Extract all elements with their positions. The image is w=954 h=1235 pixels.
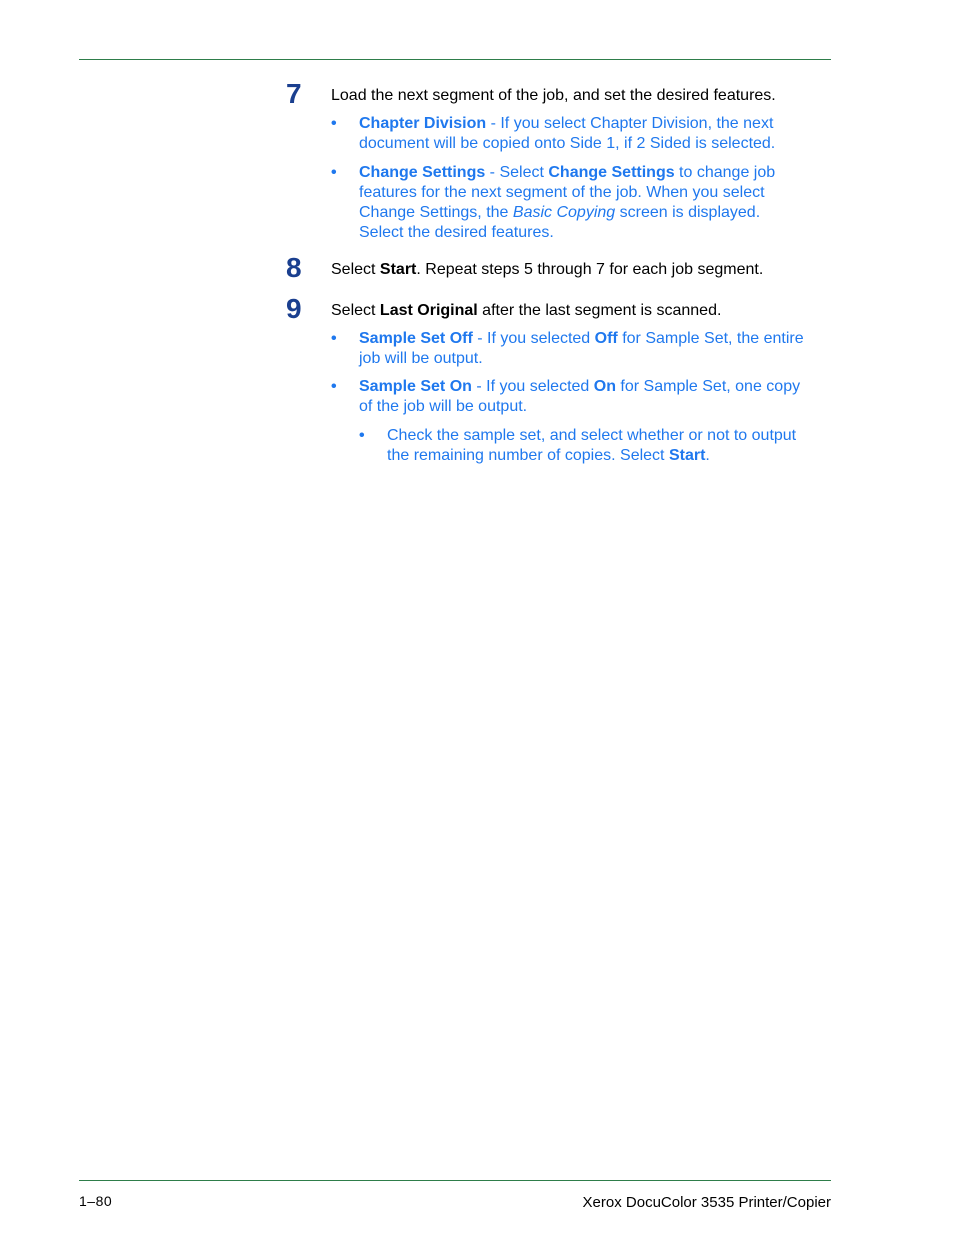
bullet-text: the remaining number of copies. Select bbox=[387, 447, 669, 464]
bullet-term: Change Settings bbox=[359, 164, 486, 181]
page-number: 1–80 bbox=[79, 1193, 113, 1209]
bullet-marker: • bbox=[331, 330, 337, 347]
bullet-text: document will be copied onto Side 1, if 2 Sided is selected. bbox=[359, 135, 776, 152]
step-number-8: 8 bbox=[286, 252, 302, 283]
step-8-text bbox=[331, 260, 831, 280]
footer-rule bbox=[79, 1180, 831, 1181]
bullet-text: Change Settings, the bbox=[359, 204, 513, 221]
step-text-part: Select bbox=[331, 302, 380, 319]
bullet-text: . bbox=[705, 447, 710, 464]
step-text-part: . Repeat steps 5 through 7 for each job segment. bbox=[416, 261, 764, 278]
bullet-text: - If you selected bbox=[472, 330, 595, 347]
step-number-9: 9 bbox=[286, 293, 302, 324]
bullet-marker: • bbox=[331, 378, 337, 395]
bullet-text: - If you selected bbox=[471, 378, 594, 395]
product-name: Xerox DocuColor 3535 Printer/Copier bbox=[582, 1194, 831, 1211]
bullet-bold: Start bbox=[668, 447, 706, 464]
bullet-italic: Basic Copying bbox=[512, 204, 616, 221]
step-text-bold: Last Original bbox=[379, 302, 478, 319]
header-rule bbox=[79, 59, 831, 60]
bullet-text: features for the next segment of the job. When you select bbox=[359, 184, 765, 201]
bullet-term: Chapter Division bbox=[359, 115, 487, 132]
bullet-text: of the job will be output. bbox=[359, 398, 528, 415]
step-text-part: after the last segment is scanned. bbox=[477, 302, 722, 319]
bullet-text: for Sample Set, one copy bbox=[615, 378, 801, 395]
bullet-text: - If you select Chapter Division, the next bbox=[486, 115, 774, 132]
bullet-text: - Select bbox=[485, 164, 549, 181]
bullet-term: Sample Set Off bbox=[359, 330, 473, 347]
bullet-text: Check the sample set, and select whether or not to output bbox=[387, 427, 797, 444]
bullet-text: Select the desired features. bbox=[359, 224, 554, 241]
bullet-text: to change job bbox=[674, 164, 776, 181]
bullet-bold: On bbox=[593, 378, 616, 395]
bullet-text: screen is displayed. bbox=[615, 204, 761, 221]
bullet-term: Sample Set On bbox=[359, 378, 472, 395]
step-7-text: Load the next segment of the job, and set the desired features. bbox=[331, 87, 776, 104]
step-text-bold: Start bbox=[379, 261, 417, 278]
bullet-marker: • bbox=[359, 427, 365, 444]
step-number-7: 7 bbox=[286, 78, 302, 109]
bullet-text: job will be output. bbox=[359, 350, 483, 367]
bullet-marker: • bbox=[331, 115, 337, 132]
step-text-part: Select bbox=[331, 261, 380, 278]
bullet-bold: Change Settings bbox=[548, 164, 675, 181]
bullet-bold: Off bbox=[594, 330, 618, 347]
bullet-text: for Sample Set, the entire bbox=[617, 330, 804, 347]
bullet-marker: • bbox=[331, 164, 337, 181]
step-9-text bbox=[331, 301, 831, 321]
